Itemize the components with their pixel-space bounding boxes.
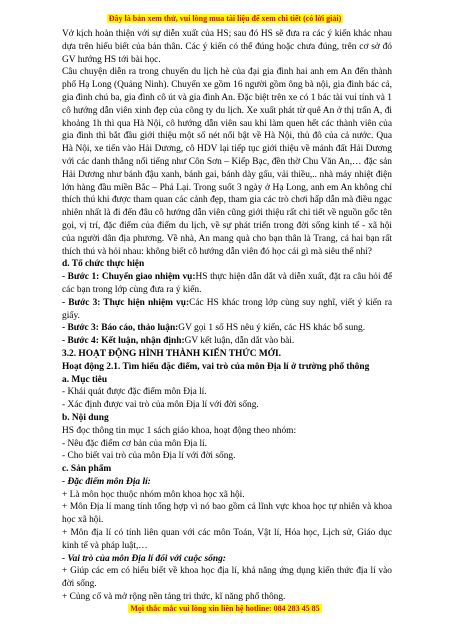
step-3 bbox=[62, 322, 392, 335]
a-item-2: - Xác định được vai trò của môn Địa lí với đời sống. bbox=[62, 400, 259, 411]
step-4-text: GV kết luận, dẫn dắt vào bài. bbox=[184, 336, 295, 347]
step-2 bbox=[62, 297, 392, 323]
section-c-heading: c. Sản phẩm bbox=[62, 464, 112, 475]
c-item-5: + Củng cố và mở rộng nền tảng tri thức, kĩ năng phổ thông. bbox=[62, 592, 286, 603]
hotline-text: Mọi thắc mắc vui lòng xin liên hệ hotline: 084 283 45 85 bbox=[130, 604, 320, 613]
step-4-label: - Bước 4: Kết luận, nhận định: bbox=[62, 336, 185, 347]
document-body bbox=[62, 28, 392, 604]
step-3-label: - Bước 3: Báo cáo, thảo luận: bbox=[62, 323, 179, 334]
step-3-text: GV gọi 1 số HS nêu ý kiến, các HS khác bổ sung. bbox=[178, 323, 366, 334]
b-item-3: - Cho biết vai trò của môn Địa lí với đời sống. bbox=[62, 451, 236, 462]
c-subheading-1: - Đặc điểm môn Địa lí: bbox=[62, 476, 151, 487]
step-1 bbox=[62, 271, 392, 297]
section-d-heading: d. Tổ chức thực hiện bbox=[62, 259, 145, 270]
step-2-text: Các HS khác trong lớp cùng suy nghĩ, viết ý kiến ra giấy. bbox=[62, 297, 392, 321]
section-a-heading: a. Mục tiêu bbox=[62, 374, 108, 385]
step-1-text: HS thực hiện dẫn dắt và diễn xuất, đặt ra câu hỏi để các bạn trong lớp cùng đưa ra ý kiến. bbox=[62, 272, 392, 295]
activity-heading: Hoạt động 2.1. Tìm hiểu đặc điểm, vai trò của môn Địa lí ở trường phổ thông bbox=[62, 361, 370, 372]
c-item-3: + Môn địa lí có tính liên quan với các môn Toán, Vật lí, Hóa học, Lịch sử, Giáo dục kinh tế và pháp luật,… bbox=[62, 528, 392, 551]
b-item-2: - Nêu đặc điểm cơ bản của môn Địa lí. bbox=[62, 438, 208, 449]
a-item-1: - Khái quát được đặc điểm môn Địa lí. bbox=[62, 387, 207, 398]
section-b-heading: b. Nội dung bbox=[62, 412, 109, 423]
c-subheading-2: - Vai trò của môn Địa lí đối với cuộc sống: bbox=[62, 553, 226, 564]
hotline-banner bbox=[0, 604, 450, 614]
b-item-1: HS đọc thông tin mục 1 sách giáo khoa, hoạt động theo nhóm: bbox=[62, 425, 297, 436]
step-2-label: - Bước 3: Thực hiện nhiệm vụ: bbox=[62, 297, 190, 308]
preview-notice-text: Đây là bản xem thử, vui lòng mua tài liệu để xem chi tiết (có lời giải) bbox=[108, 14, 342, 23]
c-item-4: + Giúp các em có hiểu biết về khoa học địa lí, khả năng ứng dụng kiến thức địa lí vào đời sống. bbox=[62, 566, 392, 590]
intro-paragraph: Vở kịch hoàn thiện với sự diễn xuất của HS; sau đó HS sẽ đưa ra các ý kiến khác nhau dựa trên hiểu biết của bản thân. Các ý kiến có thể đúng hoặc chưa đúng, trên cơ sở đó GV hướng HS tới bài học. bbox=[62, 29, 392, 65]
step-1-label: - Bước 1: Chuyển giao nhiệm vụ: bbox=[62, 272, 196, 283]
main-heading: 3.2. HOẠT ĐỘNG HÌNH THÀNH KIẾN THỨC MỚI. bbox=[62, 348, 281, 359]
c-item-2: + Môn Địa lí mang tính tổng hợp vì nó bao gồm cả lĩnh vực khoa học tự nhiên và khoa học xã hội. bbox=[62, 502, 392, 526]
c-item-1: + Là môn học thuộc nhóm môn khoa học xã hội. bbox=[62, 489, 245, 500]
story-paragraph: Câu chuyện diễn ra trong chuyến du lịch hè của đại gia đình hai anh em An đến thành phố Hạ Long (Quảng Ninh). Chuyến xe gồm 16 người gồm ông bà nội, gia đình bác cả, gia đình chú ba, gia đình cô út và gia đình An. Đặc biệt trên xe có 1 bác tài vui tính và 1 cô hướng dẫn viên xinh đẹp của công ty du lịch. Xe xuất phát từ quê An ở thị trấn A, đi khoảng 1h thì qua Hà Nội, cô hướng dẫn viên sau khi làm quen hết các thành viên của gia đình thì bắt đầu giới thiệu một số nét nổi bật về Hà Nội, thủ đô của cả nước. Qua Hà Nội, xe tiến vào Hải Dương, cô HDV lại tiếp tục giới thiệu về mảnh đất Hải Dương với các danh thắng nổi tiếng như Côn Sơn – Kiếp Bạc, đền thờ Chu Văn An,… đặc sản Hải Dương như bánh đậu xanh, bánh gai, bánh dày gấu, vải thiều,.. nhà máy nhiệt điện lớn hàng đầu miền Bắc – Phả Lại. Trong suốt 3 ngày ở Hạ Long, anh em An không chỉ thích thú khi được tham quan các cảnh đẹp, tham gia các trò chơi hấp dẫn mà điều ngạc nhiên nhất là đi đến đâu cô hướng dẫn viên cũng giới thiệu rất chi tiết về nguồn gốc tên gọi, vị trí, đặc điểm của điểm du lịch, về sự phát triển trong đời sống kinh tế - xã hội của người dân địa phương. Về nhà, An mang quà cho bạn thân là Trang, cả hai bạn rất thích thú và hỏi nhau: không biết cô hướng dẫn viên đó học cái gì mà siêu thế nhỉ? bbox=[62, 67, 392, 257]
step-4 bbox=[62, 335, 392, 348]
preview-notice-banner bbox=[0, 14, 450, 24]
